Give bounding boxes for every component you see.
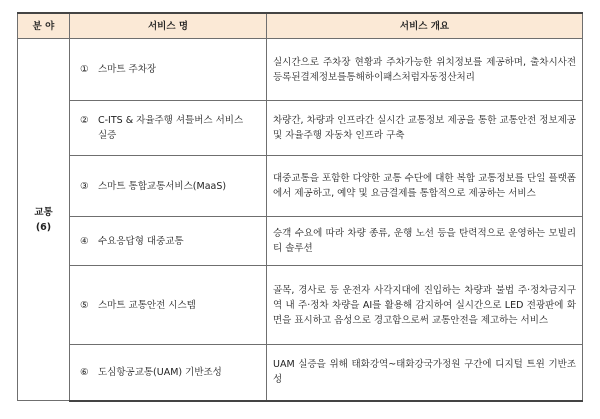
service-overview: 차량간, 차량과 인프라간 실시간 교통정보 제공을 통한 교통안전 정보제공 및 자율주행 자동차 인프라 구축 [267,101,583,156]
service-name: 스마트 주차장 [98,64,157,75]
table-row [18,217,583,266]
service-table [17,12,583,402]
service-overview: 실시간으로 주차장 현황과 주차가능한 위치정보를 제공하며, 출차시사전등록된결제정보를통해하이패스처럼자동정산처리 [267,39,583,101]
category-name: 교통 [34,206,53,218]
service-name-cell [70,345,267,401]
service-overview: UAM 실증을 위해 태화강역~태화강국가정원 구간에 디지털 트윈 기반조성 [267,345,583,401]
row-number: ③ [80,180,89,192]
service-name-cell [70,101,267,156]
service-overview: 승객 수요에 따라 차량 종류, 운행 노선 등을 탄력적으로 운영하는 모빌리티 솔루션 [267,217,583,266]
table-row [18,101,583,156]
table-row [18,156,583,217]
row-number: ① [80,64,89,75]
row-number: ⑥ [80,366,89,378]
service-name: 수요응답형 대중교통 [98,235,184,247]
service-name: 스마트 통합교통서비스(MaaS) [98,180,227,192]
service-name-cell [70,39,267,101]
service-name: 도심항공교통(UAM) 기반조성 [98,366,222,378]
service-name: 스마트 교통안전 시스템 [98,299,196,311]
header-service-overview: 서비스 개요 [267,13,583,39]
table-row [18,39,583,101]
header-service-name: 서비스 명 [70,13,267,39]
table-row [18,266,583,345]
service-name-cell [70,156,267,217]
category-count: (6) [35,221,52,233]
header-row [18,13,583,39]
row-number: ⑤ [80,299,89,311]
service-overview: 골목, 경사로 등 운전자 사각지대에 진입하는 차량과 불법 주·정차금지구역 내 주·정차 차량을 AI를 활용해 감지하여 실시간으로 LED 전광판에 화면을 표시하고 음성으로 경고함으로써 교통안전을 제고하는 서비스 [267,266,583,345]
service-overview: 대중교통을 포함한 다양한 교통 수단에 대한 복합 교통정보를 단일 플랫폼에서 제공하고, 예약 및 요금결제를 통합적으로 제공하는 서비스 [267,156,583,217]
service-name-cell [70,217,267,266]
header-category: 분 야 [18,13,70,39]
category-cell [18,39,70,401]
row-number: ② [80,115,89,126]
service-name-cell [70,266,267,345]
row-number: ④ [80,235,89,247]
table-row [18,345,583,401]
service-name: C-ITS & 자율주행 셔틀버스 서비스 실증 [98,115,244,141]
